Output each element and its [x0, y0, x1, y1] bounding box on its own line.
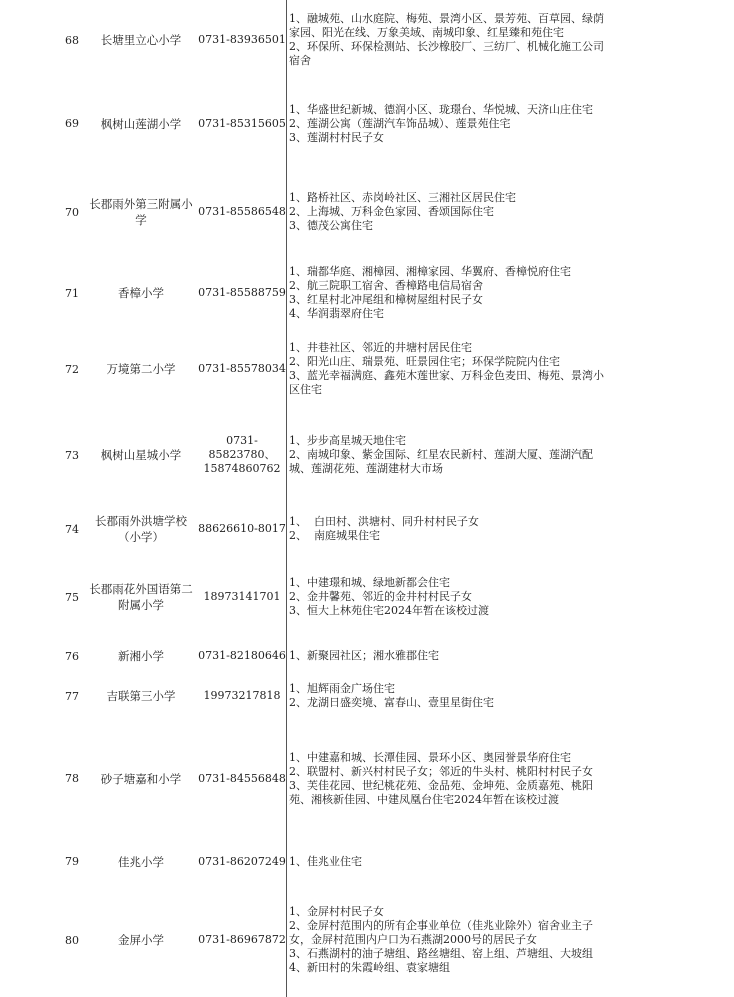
phone-number	[198, 409, 286, 501]
table-row	[0, 637, 734, 675]
table-row	[0, 557, 734, 637]
area-line: 3、芙佳花园、世纪桃花苑、金品苑、金坤苑、金质嘉苑、桃阳	[289, 778, 593, 792]
phone-line: 0731-84556848	[198, 771, 286, 785]
area-line: 4、华润翡翠府住宅	[289, 307, 384, 320]
enrollment-area	[289, 557, 659, 637]
enrollment-area	[289, 257, 659, 329]
area-line: 1、井巷社区、邻近的井塘村居民住宅	[289, 341, 472, 354]
area-line: 1、旭辉雨金广场住宅	[289, 682, 395, 695]
phone-line: 0731-86207249	[198, 854, 286, 868]
phone-line: 0731-85315605	[198, 116, 286, 130]
area-line: 3、恒大上林苑住宅2024年暂在该校过渡	[289, 604, 489, 617]
school-name: 香樟小学	[118, 286, 164, 300]
enrollment-area	[289, 840, 659, 883]
area-line: 1、佳兆业住宅	[289, 854, 362, 868]
phone-number	[198, 329, 286, 409]
row-number: 74	[65, 522, 79, 536]
area-line: 2、阳光山庄、瑞景苑、旺景园住宅；环保学院院内住宅	[289, 355, 560, 368]
area-line: 1、融城苑、山水庭院、梅苑、景湾小区、景芳苑、百草园、绿荫	[289, 12, 604, 25]
phone-line: 0731-82180646	[198, 649, 286, 662]
area-line: 宿舍	[289, 54, 311, 67]
area-line: 1、路桥社区、赤岗岭社区、三湘社区居民住宅	[289, 191, 516, 204]
area-line: 3、蓝光幸福满庭、鑫苑木莲世家、万科金色麦田、梅苑、景湾小	[289, 369, 604, 382]
table-row	[0, 883, 734, 997]
enrollment-area	[289, 409, 659, 501]
school-name: 万境第二小学	[106, 362, 176, 376]
phone-line: 0731-85586548	[198, 205, 286, 218]
school-name: 新湘小学	[118, 649, 164, 663]
area-line: 2、南城印象、紫金国际、红星农民新村、莲湖大厦、莲湖汽配	[289, 448, 593, 461]
phone-number	[198, 80, 286, 167]
area-line: 1、金屏村村民子女	[289, 905, 384, 918]
table-row	[0, 329, 734, 409]
enrollment-area	[289, 329, 659, 409]
row-number: 79	[65, 855, 79, 868]
phone-number	[198, 717, 286, 840]
row-number: 76	[65, 649, 79, 663]
area-line: 家园、阳光在线、万象美域、南城印象、红星臻和苑住宅	[289, 26, 564, 39]
area-line: 2、莲湖公寓（莲湖汽车饰品城）、莲景苑住宅	[289, 116, 511, 130]
area-line: 2、 南庭城果住宅	[289, 529, 380, 542]
table-row	[0, 675, 734, 717]
row-number: 69	[65, 117, 79, 130]
area-line: 2、金屏村范围内的所有企事业单位（佳兆业除外）宿舍业主子	[289, 919, 593, 932]
table-row	[0, 840, 734, 883]
enrollment-area	[289, 167, 659, 257]
area-line: 1、华盛世纪新城、德润小区、珑璟台、华悦城、天济山庄住宅	[289, 102, 593, 116]
school-name: 砂子塘嘉和小学	[100, 771, 182, 786]
phone-number	[198, 637, 286, 675]
phone-number	[198, 675, 286, 717]
row-number: 77	[65, 689, 79, 703]
school-name: 佳兆小学	[118, 854, 164, 869]
enrollment-area	[289, 883, 659, 997]
phone-number	[198, 501, 286, 557]
row-number: 71	[65, 286, 79, 300]
school-name: 长郡雨外第三附属小学	[89, 197, 193, 227]
area-line: 1、 白田村、洪塘村、同升村村民子女	[289, 515, 479, 528]
area-line: 1、中建璟和城、绿地新都会住宅	[289, 576, 450, 589]
area-line: 3、德茂公寓住宅	[289, 219, 373, 232]
table-row	[0, 501, 734, 557]
table-row	[0, 80, 734, 167]
area-line: 2、航三院职工宿舍、香樟路电信局宿舍	[289, 279, 483, 292]
phone-number	[198, 0, 286, 80]
school-name: 长郡雨外洪塘学校（小学）	[95, 514, 187, 544]
area-line: 3、石燕湖村的油子塘组、路丝塘组、窑上组、芦塘组、大坡组	[289, 947, 593, 960]
table-row	[0, 717, 734, 840]
area-line: 1、步步高星城天地住宅	[289, 434, 406, 447]
school-name: 枫树山星城小学	[100, 448, 182, 462]
area-line: 3、红星村北冲尾组和樟树屋组村民子女	[289, 293, 483, 306]
area-line: 2、环保所、环保检测站、长沙橡胶厂、三纺厂、机械化施工公司	[289, 40, 604, 53]
row-number: 72	[65, 362, 79, 376]
enrollment-area	[289, 717, 659, 840]
phone-line: 19973217818	[203, 689, 281, 702]
phone-line: 0731-85823780、	[208, 434, 276, 461]
row-number: 75	[65, 590, 79, 604]
row-number: 73	[65, 448, 79, 462]
phone-line: 0731-86967872	[198, 933, 286, 946]
area-line: 区住宅	[289, 383, 322, 396]
phone-line: 0731-85588759	[198, 286, 286, 299]
area-line: 2、龙湖日盛奕境、富春山、壹里星街住宅	[289, 696, 494, 709]
area-line: 2、联盟村、新兴村村民子女；邻近的牛头村、桃阳村村民子女	[289, 764, 593, 778]
area-line: 女，金屏村范围内户口为石燕湖2000号的居民子女	[289, 933, 537, 946]
school-name: 吉联第三小学	[106, 689, 176, 703]
row-number: 78	[65, 772, 79, 785]
enrollment-area	[289, 80, 659, 167]
area-line: 4、新田村的朱霞岭组、袁家塘组	[289, 961, 450, 974]
row-number: 68	[65, 33, 79, 47]
table-row	[0, 409, 734, 501]
school-name: 枫树山莲湖小学	[100, 116, 182, 131]
phone-number	[198, 883, 286, 997]
area-line: 1、中建嘉和城、长潭佳园、景环小区、奥园誉景华府住宅	[289, 750, 571, 764]
phone-number	[198, 167, 286, 257]
school-name: 长郡雨花外国语第二附属小学	[89, 582, 193, 612]
school-name: 金屏小学	[118, 933, 164, 947]
phone-line: 18973141701	[203, 590, 281, 603]
phone-line: 0731-85578034	[198, 362, 286, 375]
phone-line: 0731-83936501	[198, 33, 286, 46]
area-line: 2、金井馨苑、邻近的金井村村民子女	[289, 590, 472, 603]
enrollment-area	[289, 501, 659, 557]
phone-number	[198, 840, 286, 883]
enrollment-area	[289, 675, 659, 717]
row-number: 80	[65, 933, 79, 947]
phone-line: 15874860762	[203, 462, 281, 475]
enrollment-area	[289, 0, 659, 80]
enrollment-area	[289, 637, 659, 675]
area-line: 1、新聚园社区；湘水雅郡住宅	[289, 649, 439, 662]
area-line: 2、上海城、万科金色家园、香颂国际住宅	[289, 205, 494, 218]
area-line: 苑、湘核新佳园、中建凤凰台住宅2024年暂在该校过渡	[289, 792, 559, 806]
area-line: 1、瑞都华庭、湘樟园、湘樟家园、华翼府、香樟悦府住宅	[289, 265, 571, 278]
table-row	[0, 167, 734, 257]
phone-number	[198, 257, 286, 329]
phone-line: 88626610-8017	[198, 522, 286, 535]
table-row	[0, 0, 734, 80]
area-line: 3、莲湖村村民子女	[289, 130, 384, 144]
phone-number	[198, 557, 286, 637]
row-number: 70	[65, 205, 79, 219]
area-line: 城、莲湖花苑、莲湖建材大市场	[289, 462, 443, 475]
table-row	[0, 257, 734, 329]
school-name: 长塘里立心小学	[100, 33, 182, 47]
